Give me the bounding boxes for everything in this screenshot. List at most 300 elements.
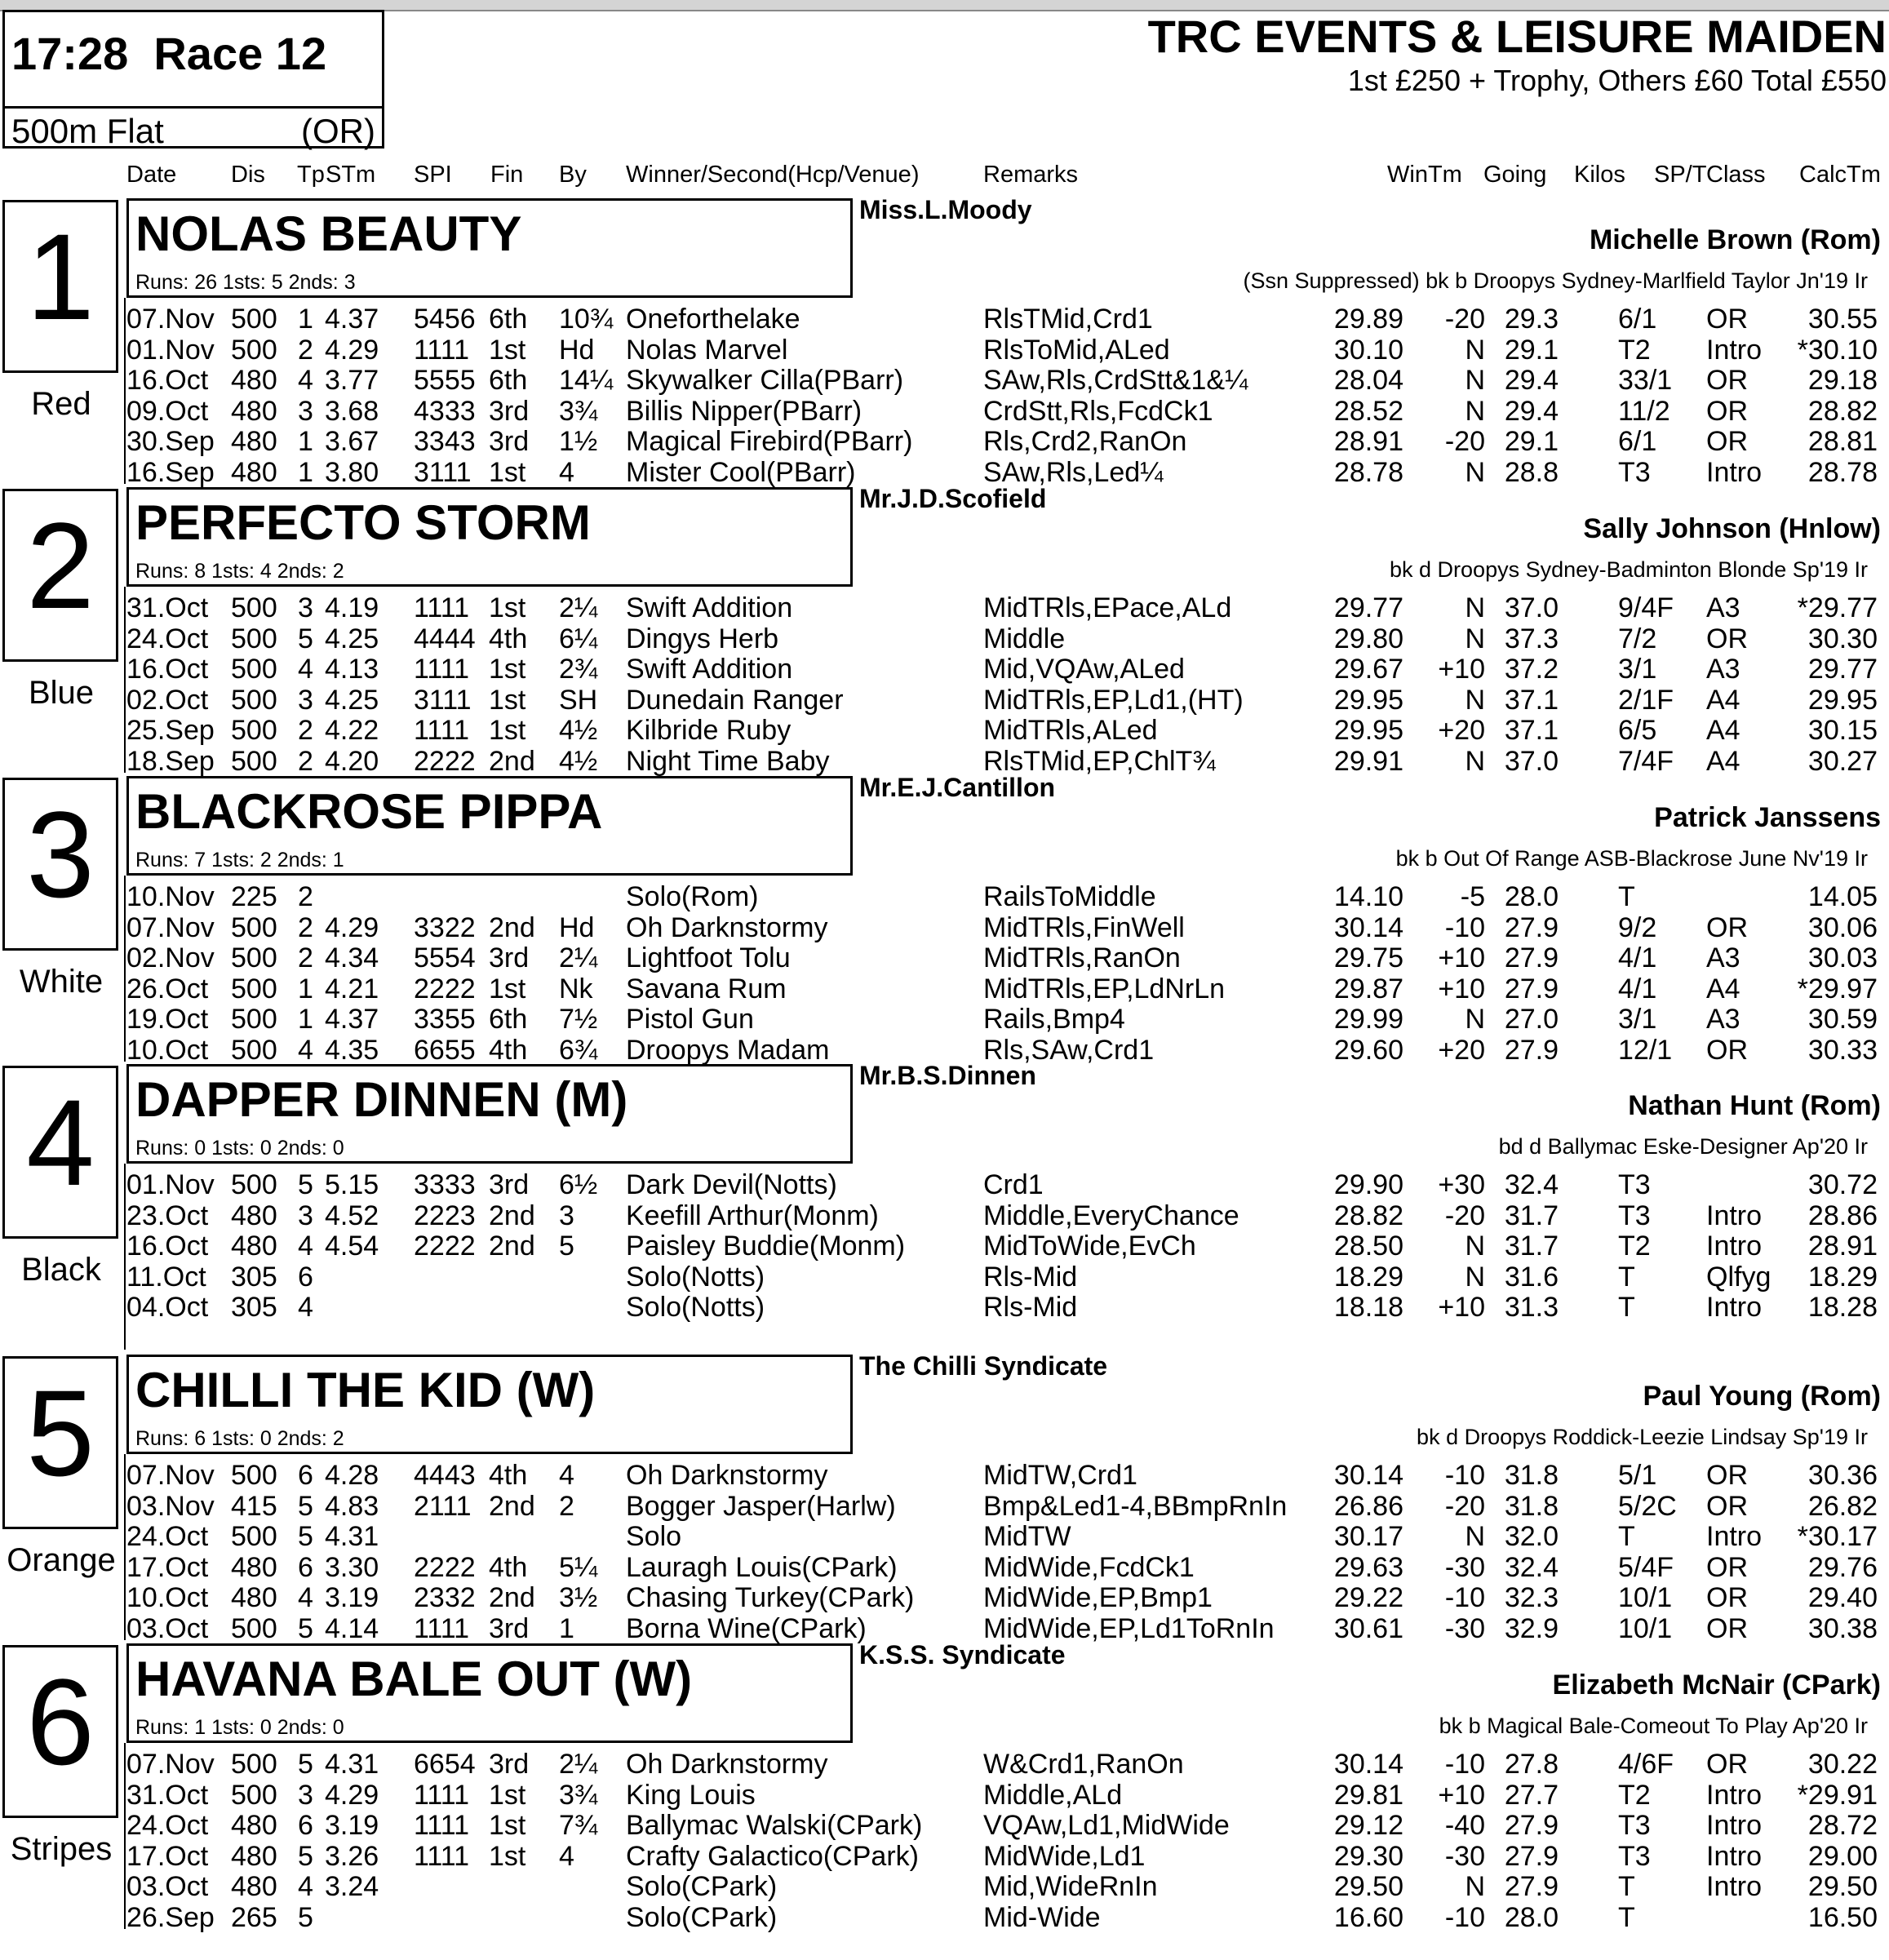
col-by: By: [559, 162, 587, 188]
form-class: OR: [1706, 395, 1748, 427]
dog-name-box: [126, 487, 853, 587]
form-sp: T: [1618, 1871, 1635, 1903]
form-date: 24.Oct: [126, 1521, 209, 1553]
form-calc: 30.06: [1807, 911, 1878, 943]
form-tp: 5: [298, 1521, 313, 1553]
owner: Miss.L.Moody: [859, 195, 1032, 224]
form-going: N: [1465, 1521, 1485, 1553]
form-remarks: W&Crd1,RanOn: [983, 1749, 1184, 1780]
race-time-number: [11, 27, 326, 80]
col-going: Going: [1483, 162, 1547, 188]
form-wintm: 29.60: [1333, 1035, 1403, 1066]
dog-name: HAVANA BALE OUT (W): [135, 1652, 693, 1706]
form-by: 3¾: [559, 1779, 598, 1811]
trap-colour: Orange: [7, 1542, 116, 1578]
form-sp: T3: [1618, 457, 1651, 488]
form-wintm: 29.80: [1333, 623, 1403, 654]
form-sp: 4/1: [1618, 973, 1657, 1004]
form-going: N: [1465, 334, 1485, 366]
form-spi: 3333: [414, 1169, 476, 1200]
form-spi: 5555: [414, 365, 476, 397]
form-tp: 2: [298, 942, 313, 974]
form-wintm: 28.04: [1333, 365, 1403, 397]
form-by: Hd: [559, 334, 595, 366]
form-going: +20: [1438, 1035, 1485, 1066]
form-wintm: 29.90: [1333, 1169, 1403, 1200]
trap-number: 6: [26, 1653, 95, 1790]
form-dis: 500: [231, 334, 277, 366]
form-row: [126, 1780, 1889, 1810]
form-calc: 29.00: [1807, 1840, 1878, 1872]
race-prize: 1st £250 + Trophy, Others £60 Total £550: [1347, 64, 1887, 97]
form-spi: 1111: [414, 334, 470, 366]
form-remarks: MidToWide,EvCh: [983, 1231, 1196, 1262]
form-winner: Solo(CPark): [626, 1902, 778, 1933]
col-remarks: Remarks: [983, 162, 1079, 188]
trap-number: 1: [26, 208, 95, 345]
form-dis: 480: [231, 1231, 277, 1262]
form-stm: 4.34: [325, 942, 379, 974]
form-stm: 4.35: [325, 1035, 379, 1066]
col-fin: Fin: [490, 162, 524, 188]
form-stm: 4.28: [325, 1460, 379, 1491]
form-class: Intro: [1706, 1231, 1763, 1262]
form-calc: 29.40: [1807, 1582, 1878, 1614]
form-fin: 2nd: [489, 746, 535, 777]
form-class: A3: [1706, 592, 1740, 623]
form-kilos: 28.0: [1504, 1902, 1559, 1933]
form-calc: 18.28: [1807, 1292, 1878, 1324]
form-kilos: 29.1: [1504, 426, 1559, 458]
form-class: Intro: [1706, 1200, 1763, 1231]
dog-name-box: [126, 198, 853, 298]
form-going: +10: [1438, 973, 1485, 1004]
form-row: [126, 715, 1889, 745]
form-by: 4: [559, 1840, 574, 1872]
form-kilos: 32.9: [1504, 1613, 1559, 1644]
form-wintm: 28.50: [1333, 1231, 1403, 1262]
form-stm: 5.15: [325, 1169, 379, 1200]
form-spi: 2223: [414, 1200, 476, 1231]
form-sp: T3: [1618, 1810, 1651, 1842]
form-date: 10.Nov: [126, 881, 215, 912]
form-winner: Dingys Herb: [626, 623, 779, 654]
owner: Mr.J.D.Scofield: [859, 484, 1047, 513]
form-stm: 4.29: [325, 911, 379, 943]
form-kilos: 29.3: [1504, 304, 1559, 335]
form-fin: 1st: [489, 973, 526, 1004]
form-kilos: 37.1: [1504, 684, 1559, 716]
form-sp: 11/2: [1618, 395, 1670, 427]
form-stm: 4.29: [325, 334, 379, 366]
form-going: +30: [1438, 1169, 1485, 1200]
form-remarks: RailsToMiddle: [983, 881, 1156, 912]
race-distance: 500m Flat: [11, 112, 164, 150]
form-calc: 28.78: [1807, 457, 1878, 488]
form-remarks: Rls-Mid: [983, 1261, 1078, 1293]
form-dis: 265: [231, 1902, 277, 1933]
form-going: +10: [1438, 1292, 1485, 1324]
form-calc: 29.77: [1807, 654, 1878, 685]
form-kilos: 32.4: [1504, 1551, 1559, 1583]
form-tp: 2: [298, 911, 313, 943]
dog-name: DAPPER DINNEN (M): [135, 1072, 628, 1127]
form-date: 16.Oct: [126, 654, 209, 685]
form-tp: 4: [298, 1292, 313, 1324]
form-spi: 1111: [414, 1840, 470, 1872]
form-tp: 5: [298, 1902, 313, 1933]
form-tp: 3: [298, 395, 313, 427]
form-dis: 500: [231, 1749, 277, 1780]
form-by: 4½: [559, 746, 598, 777]
form-row: [126, 335, 1889, 365]
form-by: 1: [559, 1613, 574, 1644]
form-sp: 12/1: [1618, 1035, 1673, 1066]
form-remarks: MidTRls,EP,Ld1,(HT): [983, 684, 1244, 716]
form-wintm: 18.18: [1333, 1292, 1403, 1324]
form-date: 09.Oct: [126, 395, 209, 427]
form-dis: 500: [231, 304, 277, 335]
form-class: Intro: [1706, 1810, 1763, 1842]
form-calc: *29.91: [1797, 1779, 1878, 1811]
form-wintm: 14.10: [1333, 881, 1403, 912]
form-going: +10: [1438, 654, 1485, 685]
breeding: (Ssn Suppressed) bk b Droopys Sydney-Marlfield Taylor Jn'19 Ir: [1243, 268, 1868, 293]
form-date: 31.Oct: [126, 592, 209, 623]
form-by: 5¼: [559, 1551, 598, 1583]
form-left-rule: [124, 876, 126, 1062]
form-tp: 5: [298, 1749, 313, 1780]
form-date: 16.Oct: [126, 365, 209, 397]
form-sp: 6/1: [1618, 304, 1657, 335]
form-tp: 4: [298, 654, 313, 685]
form-spi: 5456: [414, 304, 476, 335]
form-kilos: 27.7: [1504, 1779, 1559, 1811]
form-by: 6¾: [559, 1035, 598, 1066]
dog-name-box: [126, 1064, 853, 1164]
form-spi: 1111: [414, 715, 470, 747]
form-going: N: [1465, 1871, 1485, 1903]
form-tp: 2: [298, 881, 313, 912]
form-class: OR: [1706, 1551, 1748, 1583]
form-wintm: 29.77: [1333, 592, 1403, 623]
form-wintm: 30.17: [1333, 1521, 1403, 1553]
trap-colour: White: [19, 964, 104, 1000]
dog-name: CHILLI THE KID (W): [135, 1363, 596, 1417]
runs-summary: Runs: 8 1sts: 4 2nds: 2: [135, 560, 344, 583]
form-kilos: 29.4: [1504, 365, 1559, 397]
form-sp: 2/1F: [1618, 684, 1674, 716]
form-kilos: 31.3: [1504, 1292, 1559, 1324]
form-going: -30: [1444, 1613, 1485, 1644]
col-date: Date: [126, 162, 177, 188]
form-class: OR: [1706, 1613, 1748, 1644]
form-stm: 4.52: [325, 1200, 379, 1231]
form-sp: T2: [1618, 334, 1651, 366]
form-fin: 3rd: [489, 942, 530, 974]
form-dis: 480: [231, 1810, 277, 1842]
trap-box: [2, 200, 118, 373]
trap-number: 4: [26, 1074, 95, 1211]
form-sp: 10/1: [1618, 1582, 1673, 1614]
dog-name-box: [126, 776, 853, 876]
trap-box: [2, 1066, 118, 1239]
form-wintm: 28.82: [1333, 1200, 1403, 1231]
form-by: 1½: [559, 426, 598, 458]
form-tp: 4: [298, 1231, 313, 1262]
form-fin: 2nd: [489, 1231, 535, 1262]
form-calc: 30.33: [1807, 1035, 1878, 1066]
form-date: 03.Oct: [126, 1871, 209, 1903]
form-going: -10: [1444, 1749, 1485, 1780]
form-wintm: 26.86: [1333, 1490, 1403, 1522]
dog-name: NOLAS BEAUTY: [135, 206, 522, 261]
form-going: -10: [1444, 1582, 1485, 1614]
form-spi: 6654: [414, 1749, 476, 1780]
form-stm: 4.21: [325, 973, 379, 1004]
form-going: -30: [1444, 1840, 1485, 1872]
trainer: Paul Young (Rom): [1643, 1381, 1881, 1412]
race-grade: (OR): [301, 112, 375, 150]
form-row: [126, 304, 1889, 334]
form-row: [126, 1521, 1889, 1551]
runner-trap-1: [0, 193, 1889, 488]
form-row: [126, 1292, 1889, 1322]
form-kilos: 31.8: [1504, 1460, 1559, 1491]
form-fin: 6th: [489, 304, 528, 335]
col-wintm: WinTm: [1387, 162, 1462, 188]
form-going: N: [1465, 592, 1485, 623]
form-remarks: RlsTMid,EP,ChlT¾: [983, 746, 1216, 777]
form-date: 19.Oct: [126, 1004, 209, 1035]
form-class: Intro: [1706, 1292, 1763, 1324]
form-calc: 26.82: [1807, 1490, 1878, 1522]
form-remarks: Mid,VQAw,ALed: [983, 654, 1185, 685]
form-sp: 9/4F: [1618, 592, 1674, 623]
form-going: N: [1465, 395, 1485, 427]
form-spi: 3322: [414, 911, 476, 943]
form-by: Hd: [559, 911, 595, 943]
form-fin: 4th: [489, 623, 528, 654]
form-class: Intro: [1706, 457, 1763, 488]
form-winner: Dunedain Ranger: [626, 684, 844, 716]
form-wintm: 29.91: [1333, 746, 1403, 777]
form-winner: Dark Devil(Notts): [626, 1169, 837, 1200]
form-remarks: VQAw,Ld1,MidWide: [983, 1810, 1230, 1842]
form-kilos: 27.9: [1504, 1840, 1559, 1872]
form-tp: 1: [298, 457, 313, 488]
trap-colour: Red: [31, 386, 91, 422]
form-spi: 2222: [414, 746, 476, 777]
form-date: 07.Nov: [126, 304, 215, 335]
form-wintm: 28.78: [1333, 457, 1403, 488]
form-fin: 1st: [489, 334, 526, 366]
form-class: OR: [1706, 1582, 1748, 1614]
form-class: Intro: [1706, 1779, 1763, 1811]
form-fin: 1st: [489, 654, 526, 685]
form-remarks: MidWide,EP,Ld1ToRnIn: [983, 1613, 1275, 1644]
form-remarks: MidTRls,FinWell: [983, 911, 1185, 943]
form-dis: 500: [231, 715, 277, 747]
runs-summary: Runs: 7 1sts: 2 2nds: 1: [135, 849, 344, 871]
form-by: 4: [559, 457, 574, 488]
form-spi: 2222: [414, 1231, 476, 1262]
form-stm: 3.80: [325, 457, 379, 488]
form-tp: 5: [298, 1840, 313, 1872]
form-fin: 1st: [489, 1779, 526, 1811]
form-stm: 3.24: [325, 1871, 379, 1903]
form-tp: 1: [298, 426, 313, 458]
form-date: 26.Sep: [126, 1902, 215, 1933]
form-sp: 5/1: [1618, 1460, 1657, 1491]
trap-colour: Black: [21, 1252, 101, 1288]
form-going: N: [1465, 1261, 1485, 1293]
form-dis: 480: [231, 1582, 277, 1614]
form-row: [126, 685, 1889, 715]
form-spi: 2111: [414, 1490, 472, 1522]
form-winner: Oh Darknstormy: [626, 911, 828, 943]
form-remarks: Bmp&Led1-4,BBmpRnIn: [983, 1490, 1288, 1522]
form-winner: Magical Firebird(PBarr): [626, 426, 913, 458]
form-kilos: 31.8: [1504, 1490, 1559, 1522]
form-stm: 4.29: [325, 1779, 379, 1811]
form-spi: 5554: [414, 942, 476, 974]
form-fin: 2nd: [489, 1490, 535, 1522]
form-wintm: 29.89: [1333, 304, 1403, 335]
form-kilos: 27.9: [1504, 942, 1559, 974]
col-stm: STm: [326, 162, 376, 188]
form-going: N: [1465, 1231, 1485, 1262]
form-row: [126, 1871, 1889, 1901]
form-row: [126, 1841, 1889, 1871]
col-kilos: Kilos: [1574, 162, 1625, 188]
form-sp: 33/1: [1618, 365, 1673, 397]
trainer: Michelle Brown (Rom): [1589, 224, 1881, 255]
form-wintm: 30.14: [1333, 911, 1403, 943]
form-calc: 30.15: [1807, 715, 1878, 747]
form-fin: 2nd: [489, 1200, 535, 1231]
race-info-box: [2, 10, 384, 149]
form-date: 16.Oct: [126, 1231, 209, 1262]
dog-name-box: [126, 1355, 853, 1454]
form-winner: Skywalker Cilla(PBarr): [626, 365, 904, 397]
form-kilos: 37.0: [1504, 746, 1559, 777]
form-wintm: 29.22: [1333, 1582, 1403, 1614]
form-going: +10: [1438, 1779, 1485, 1811]
form-winner: Solo: [626, 1521, 682, 1553]
form-wintm: 29.75: [1333, 942, 1403, 974]
form-remarks: Middle,ALd: [983, 1779, 1123, 1811]
form-fin: 1st: [489, 457, 526, 488]
form-date: 24.Oct: [126, 1810, 209, 1842]
form-stm: 4.14: [325, 1613, 379, 1644]
form-kilos: 27.9: [1504, 973, 1559, 1004]
trap-box: [2, 1645, 118, 1818]
form-wintm: 28.91: [1333, 426, 1403, 458]
form-date: 03.Oct: [126, 1613, 209, 1644]
form-dis: 480: [231, 1840, 277, 1872]
form-stm: 3.19: [325, 1810, 379, 1842]
form-tp: 1: [298, 973, 313, 1004]
form-by: 2¼: [559, 1749, 598, 1780]
form-winner: Droopys Madam: [626, 1035, 830, 1066]
col-sp: SP/T: [1654, 162, 1707, 188]
form-fin: 3rd: [489, 426, 530, 458]
form-kilos: 31.6: [1504, 1261, 1559, 1293]
dog-name: PERFECTO STORM: [135, 495, 591, 550]
form-kilos: 29.1: [1504, 334, 1559, 366]
form-date: 18.Sep: [126, 746, 215, 777]
form-date: 17.Oct: [126, 1551, 209, 1583]
form-going: +10: [1438, 942, 1485, 974]
form-spi: 2332: [414, 1582, 476, 1614]
form-remarks: Mid,WideRnIn: [983, 1871, 1158, 1903]
form-class: A4: [1706, 973, 1740, 1004]
form-row: [126, 1810, 1889, 1840]
form-tp: 6: [298, 1810, 313, 1842]
form-class: OR: [1706, 1749, 1748, 1780]
form-class: A4: [1706, 684, 1740, 716]
form-fin: 4th: [489, 1551, 528, 1583]
form-dis: 480: [231, 365, 277, 397]
form-winner: Borna Wine(CPark): [626, 1613, 867, 1644]
form-winner: Crafty Galactico(CPark): [626, 1840, 919, 1872]
form-sp: 4/1: [1618, 942, 1657, 974]
form-spi: 3355: [414, 1004, 476, 1035]
breeding: bk d Droopys Sydney-Badminton Blonde Sp'19 Ir: [1390, 557, 1868, 582]
col-spi: SPI: [414, 162, 452, 188]
form-by: SH: [559, 684, 598, 716]
col-dis: Dis: [231, 162, 265, 188]
form-tp: 3: [298, 684, 313, 716]
form-kilos: 37.0: [1504, 592, 1559, 623]
form-tp: 1: [298, 1004, 313, 1035]
form-kilos: 37.2: [1504, 654, 1559, 685]
form-wintm: 30.61: [1333, 1613, 1403, 1644]
form-wintm: 29.87: [1333, 973, 1403, 1004]
form-class: OR: [1706, 623, 1748, 654]
form-calc: 29.76: [1807, 1551, 1878, 1583]
form-going: N: [1465, 746, 1485, 777]
form-stm: 4.22: [325, 715, 379, 747]
form-stm: 4.20: [325, 746, 379, 777]
form-row: [126, 1004, 1889, 1034]
form-going: -30: [1444, 1551, 1485, 1583]
form-remarks: Rails,Bmp4: [983, 1004, 1125, 1035]
form-kilos: 27.9: [1504, 1871, 1559, 1903]
form-kilos: 32.0: [1504, 1521, 1559, 1553]
form-winner: Chasing Turkey(CPark): [626, 1582, 915, 1614]
form-kilos: 31.7: [1504, 1200, 1559, 1231]
form-kilos: 29.4: [1504, 395, 1559, 427]
form-tp: 3: [298, 592, 313, 623]
trap-number: 3: [26, 786, 95, 923]
form-by: 2¼: [559, 942, 598, 974]
form-calc: 16.50: [1807, 1902, 1878, 1933]
form-spi: 1111: [414, 1779, 470, 1811]
form-sp: 3/1: [1618, 1004, 1657, 1035]
form-stm: 4.19: [325, 592, 379, 623]
form-calc: 30.27: [1807, 746, 1878, 777]
form-wintm: 30.14: [1333, 1460, 1403, 1491]
form-kilos: 27.9: [1504, 1035, 1559, 1066]
form-going: N: [1465, 684, 1485, 716]
form-dis: 500: [231, 911, 277, 943]
form-date: 02.Nov: [126, 942, 215, 974]
form-stm: 3.68: [325, 395, 379, 427]
form-by: 2: [559, 1490, 574, 1522]
form-remarks: MidTRls,EP,LdNrLn: [983, 973, 1226, 1004]
